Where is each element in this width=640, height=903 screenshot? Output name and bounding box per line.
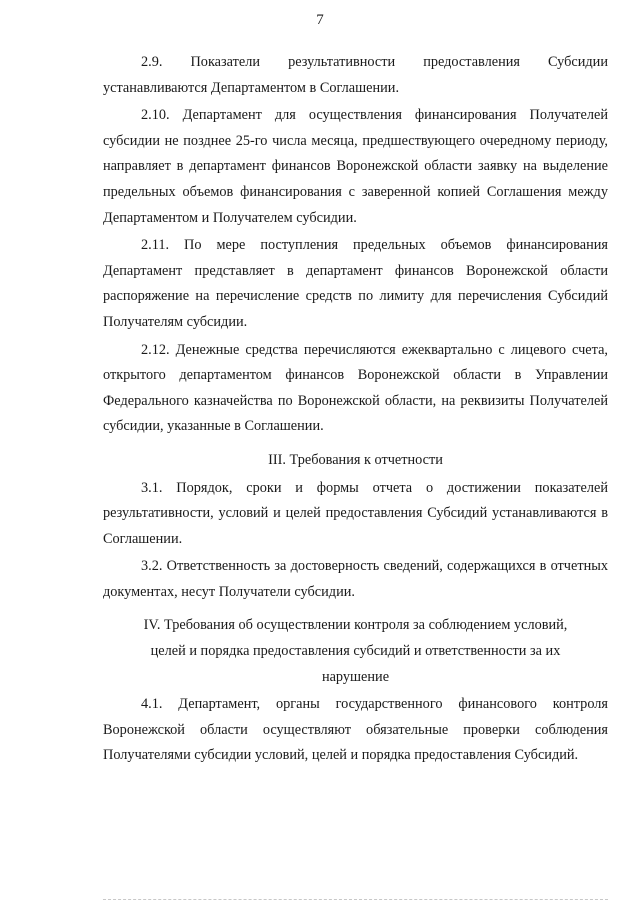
paragraph-2-11: 2.11. По мере поступления предельных объемов финансирования Департамент представляет в департамент финансов Воронежской области распоряжение на перечисление средств по лимиту для перечисления Субсидий Получателям субсидии. bbox=[103, 237, 608, 330]
paragraph-3-2: 3.2. Ответственность за достоверность сведений, содержащихся в отчетных документах, несут Получатели субсидии. bbox=[103, 558, 608, 600]
paragraph-2-12: 2.12. Денежные средства перечисляются ежеквартально с лицевого счета, открытого департаментом финансов Воронежской области в Управлении Федерального казначейства по Воронежской области, на реквизиты Получателей субсидии, указанные в Соглашении. bbox=[103, 341, 608, 435]
section-3-heading: III. Требования к отчетности bbox=[268, 451, 443, 468]
document-body bbox=[103, 50, 608, 769]
page-number: 7 bbox=[316, 12, 324, 28]
paragraph-4-1: 4.1. Департамент, органы государственного финансового контроля Воронежской области осуществляют обязательные проверки соблюдения Получателями субсидии условий, целей и порядка предоставления Субсидий. bbox=[103, 696, 608, 764]
paragraph-2-10: 2.10. Департамент для осуществления финансирования Получателей субсидии не позднее 25-го числа месяца, предшествующего очередному периоду, направляет в департамент финансов Воронежской области заявку на выделение предельных объемов финансирования с заверенной копией Соглашения между Департаментом и Получателем субсидии. bbox=[103, 107, 608, 226]
section-4-heading-line-1: IV. Требования об осуществлении контроля за соблюдением условий, bbox=[143, 617, 568, 634]
paragraph-3-1: 3.1. Порядок, сроки и формы отчета о достижении показателей результативности, условий и целей предоставления Субсидий устанавливаются в Соглашении. bbox=[103, 479, 608, 547]
section-4-heading-line-2: целей и порядка предоставления субсидий и ответственности за их bbox=[150, 643, 561, 660]
section-4-heading-line-3: нарушение bbox=[321, 668, 390, 685]
scan-edge-line bbox=[103, 899, 608, 901]
paragraph-2-9: 2.9. Показатели результативности предоставления Субсидии устанавливаются Департаментом в Соглашении. bbox=[103, 54, 608, 96]
